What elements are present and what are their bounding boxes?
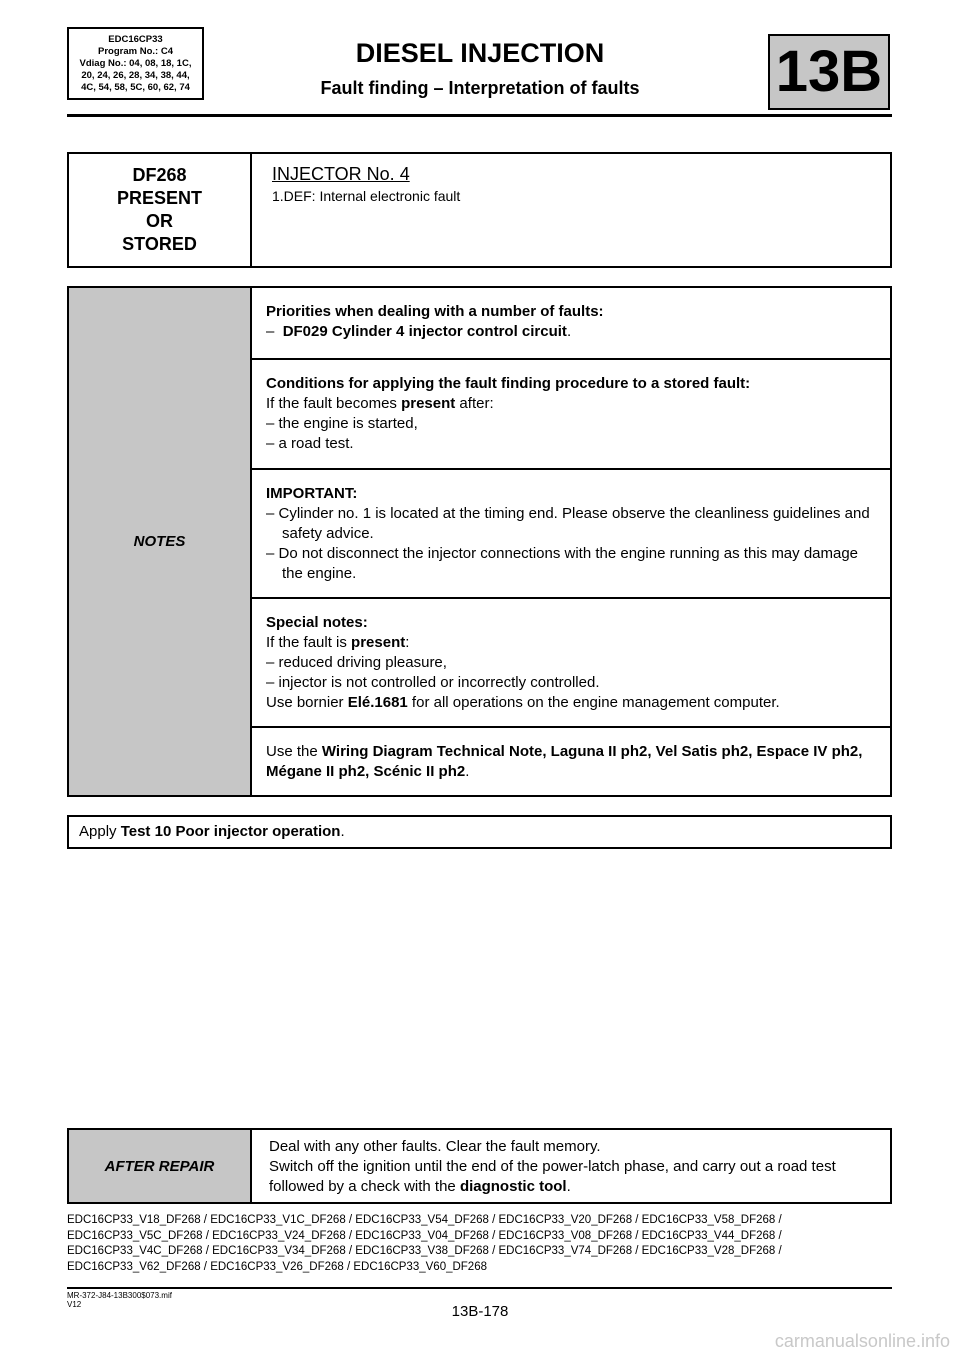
notes-label: NOTES [69,288,252,795]
notes-conditions [252,360,890,470]
after-repair-text: Deal with any other faults. Clear the fault memory. Switch off the ignition until the end of the power-latch phase, and carry out a road test followed by a check with the diagnostic tool. [269,1138,836,1195]
important-item: – Cylinder no. 1 is located at the timing end. Please observe the cleanliness guidelines and safety advice. [266,505,870,542]
after-repair-box [67,1128,892,1204]
notes-special [252,599,890,728]
watermark: carmanualsonline.info [774,1331,950,1351]
conditions-heading: Conditions for applying the fault finding procedure to a stored fault: [266,375,751,392]
priorities-heading: Priorities when dealing with a number of faults: [266,303,604,320]
conditions-item: – the engine is started, [266,415,418,432]
footer-divider [67,1287,892,1289]
apply-test-box: Apply Test 10 Poor injector operation. [67,815,892,849]
fault-title: INJECTOR No. 4 [272,164,410,184]
special-heading: Special notes: [266,614,368,631]
special-item: – reduced driving pleasure, [266,654,447,671]
spec-line: 4C, 54, 58, 5C, 60, 62, 74 [81,82,190,93]
fault-box [67,152,892,268]
wiring-text: Use the Wiring Diagram Technical Note, Laguna II ph2, Vel Satis ph2, Espace IV ph2, Mégane II ph2, Scénic II ph2. [266,743,863,780]
page-title: DIESEL INJECTION [355,38,605,68]
code-line: EDC16CP33_V18_DF268 / EDC16CP33_V1C_DF268 / EDC16CP33_V54_DF268 / EDC16CP33_V20_DF268 / EDC16CP33_V58_DF268 / [67,1214,782,1226]
apply-test-name: Test 10 Poor injector operation [120,823,341,840]
spec-box [67,27,204,100]
notes-priorities [252,288,890,360]
page-number: 13B-178 [451,1303,509,1320]
doc-reference: MR-372-J84-13B300$073.mif V12 [67,1291,172,1309]
code-line: EDC16CP33_V5C_DF268 / EDC16CP33_V24_DF268 / EDC16CP33_V04_DF268 / EDC16CP33_V08_DF268 / EDC16CP33_V44_DF268 / [67,1229,782,1242]
conditions-intro: If the fault becomes present after: [266,395,494,412]
page-subtitle: Fault finding – Interpretation of faults [320,78,640,98]
conditions-item: – a road test. [266,435,354,452]
notes-wiring [252,728,890,795]
notes-important [252,470,890,599]
special-intro: If the fault is present: [266,634,410,651]
fault-code: DF268 [132,165,187,185]
special-item: – injector is not controlled or incorrectly controlled. [266,674,600,691]
fault-status-line: OR [146,211,173,231]
spec-line: Program No.: C4 [98,46,173,57]
spec-line: EDC16CP33 [108,34,163,45]
code-line: EDC16CP33_V62_DF268 / EDC16CP33_V26_DF268 / EDC16CP33_V60_DF268 [67,1260,487,1273]
fault-description: 1.DEF: Internal electronic fault [272,188,461,204]
important-heading: IMPORTANT: [266,485,358,502]
code-line: EDC16CP33_V4C_DF268 / EDC16CP33_V34_DF268 / EDC16CP33_V38_DF268 / EDC16CP33_V74_DF268 / EDC16CP33_V28_DF268 / [67,1245,782,1257]
priorities-item: – DF029 Cylinder 4 injector control circuit. [266,323,572,340]
important-item: – Do not disconnect the injector connections with the engine running as this may damage the engine. [266,545,859,582]
special-bornier: Use bornier Elé.1681 for all operations on the engine management computer. [266,694,780,711]
section-code-badge: 13B [768,34,890,110]
spec-line: 20, 24, 26, 28, 34, 38, 44, [81,70,190,81]
spec-line: Vdiag No.: 04, 08, 18, 1C, [79,58,192,69]
header-divider [67,114,892,117]
fault-status [69,154,252,266]
after-repair-label: AFTER REPAIR [69,1130,252,1202]
applicability-codes [67,1213,892,1275]
fault-status-line: PRESENT [116,188,203,208]
fault-status-line: STORED [122,234,197,254]
notes-table [67,286,892,797]
